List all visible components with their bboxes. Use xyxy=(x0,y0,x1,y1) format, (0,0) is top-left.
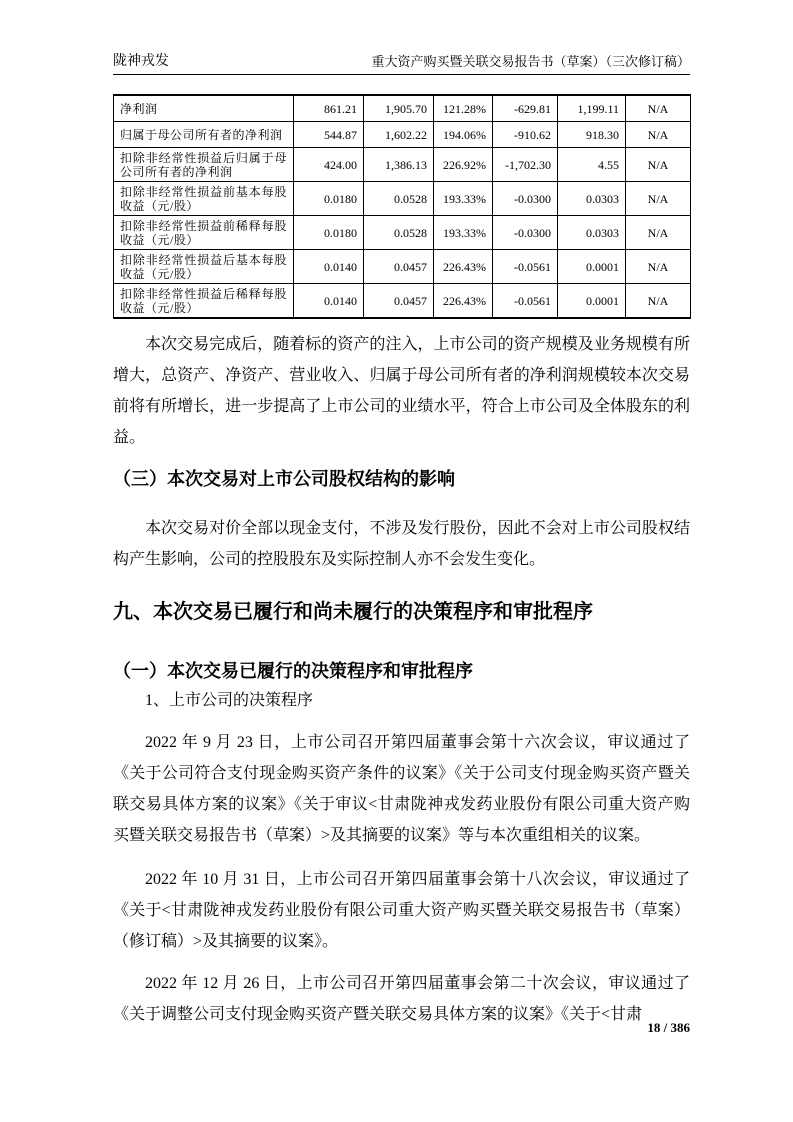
cell-value: 0.0140 xyxy=(294,250,364,284)
cell-value: 121.28% xyxy=(434,95,493,122)
cell-value: 0.0140 xyxy=(294,284,364,319)
cell-value: 0.0001 xyxy=(558,284,626,319)
paragraph-board-meeting-sep23: 2022 年 9 月 23 日，上市公司召开第四届董事会第十六次会议，审议通过了《关于公司符合支付现金购买资产条件的议案》《关于公司支付现金购买资产暨关联交易具体方案的议案》《关于审议<甘肃陇神戎发药业股份有限公司重大资产购买暨关联交易报告书（草案）>及其摘要的议案》等与本次重组相关的议案。 xyxy=(113,734,690,844)
row-label: 归属于母公司所有者的净利润 xyxy=(114,122,294,148)
cell-value: 0.0001 xyxy=(558,250,626,284)
table-row xyxy=(114,182,691,216)
cell-value: -0.0300 xyxy=(493,216,558,250)
cell-value: 193.33% xyxy=(434,216,493,250)
running-header xyxy=(113,53,690,75)
row-label: 扣除非经常性损益前稀释每股收益（元/股） xyxy=(114,216,294,250)
cell-value: -0.0300 xyxy=(493,182,558,216)
financial-metrics-table xyxy=(113,94,691,319)
cell-value: 1,905.70 xyxy=(364,95,434,122)
paragraph-board-meeting-dec26: 2022 年 12 月 26 日，上市公司召开第四届董事会第二十次会议，审议通过了《关于调整公司支付现金购买资产暨关联交易具体方案的议案》《关于<甘肃 xyxy=(113,975,690,1023)
paragraph-equity-structure: 本次交易对价全部以现金支付，不涉及发行股份，因此不会对上市公司股权结构产生影响，公司的控股股东及实际控制人亦不会发生变化。 xyxy=(113,520,690,568)
paragraph-board-meeting-oct31: 2022 年 10 月 31 日，上市公司召开第四届董事会第十八次会议，审议通过了《关于<甘肃陇神戎发药业股份有限公司重大资产购买暨关联交易报告书（草案）（修订稿）>及其摘要的议案》。 xyxy=(113,871,690,950)
paragraph-transaction-effect: 本次交易完成后，随着标的资产的注入，上市公司的资产规模及业务规模有所增大，总资产、净资产、营业收入、归属于母公司所有者的净利润规模较本次交易前将有所增长，进一步提高了上市公司的业绩水平，符合上市公司及全体股东的利益。 xyxy=(113,336,690,446)
list-item-decision-procedure: 1、上市公司的决策程序 xyxy=(145,692,314,709)
table-row xyxy=(114,284,691,319)
row-label: 扣除非经常性损益前基本每股收益（元/股） xyxy=(114,182,294,216)
cell-value: 918.30 xyxy=(558,122,626,148)
cell-value: N/A xyxy=(626,122,691,148)
cell-value: 1,199.11 xyxy=(558,95,626,122)
header-company-name: 陇神戎发 xyxy=(113,54,169,69)
table-row xyxy=(114,95,691,122)
row-label: 扣除非经常性损益后归属于母公司所有者的净利润 xyxy=(114,148,294,182)
cell-value: 226.92% xyxy=(434,148,493,182)
cell-value: 0.0303 xyxy=(558,216,626,250)
row-label: 净利润 xyxy=(114,95,294,122)
cell-value: N/A xyxy=(626,148,691,182)
cell-value: 4.55 xyxy=(558,148,626,182)
table-row xyxy=(114,216,691,250)
financial-table-body xyxy=(114,95,691,318)
page-content xyxy=(113,0,690,1030)
cell-value: N/A xyxy=(626,250,691,284)
cell-value: N/A xyxy=(626,216,691,250)
cell-value: 861.21 xyxy=(294,95,364,122)
cell-value: 226.43% xyxy=(434,284,493,319)
cell-value: 1,602.22 xyxy=(364,122,434,148)
cell-value: 1,386.13 xyxy=(364,148,434,182)
cell-value: -0.0561 xyxy=(493,284,558,319)
cell-value: 424.00 xyxy=(294,148,364,182)
cell-value: 544.87 xyxy=(294,122,364,148)
cell-value: 0.0457 xyxy=(364,284,434,319)
cell-value: 0.0528 xyxy=(364,182,434,216)
cell-value: N/A xyxy=(626,284,691,319)
table-row xyxy=(114,122,691,148)
heading-section-nine: 九、本次交易已履行和尚未履行的决策程序和审批程序 xyxy=(113,601,593,623)
header-document-title: 重大资产购买暨关联交易报告书（草案）（三次修订稿） xyxy=(371,54,690,69)
cell-value: N/A xyxy=(626,95,691,122)
table-row xyxy=(114,148,691,182)
cell-value: 193.33% xyxy=(434,182,493,216)
table-row xyxy=(114,250,691,284)
cell-value: 0.0457 xyxy=(364,250,434,284)
cell-value: -0.0561 xyxy=(493,250,558,284)
row-label: 扣除非经常性损益后基本每股收益（元/股） xyxy=(114,250,294,284)
cell-value: 194.06% xyxy=(434,122,493,148)
cell-value: -629.81 xyxy=(493,95,558,122)
heading-subsection-one: （一）本次交易已履行的决策程序和审批程序 xyxy=(113,661,473,681)
row-label: 扣除非经常性损益后稀释每股收益（元/股） xyxy=(114,284,294,319)
cell-value: -910.62 xyxy=(493,122,558,148)
page-number: 18 / 386 xyxy=(647,1020,690,1035)
cell-value: 0.0303 xyxy=(558,182,626,216)
cell-value: N/A xyxy=(626,182,691,216)
heading-equity-structure: （三）本次交易对上市公司股权结构的影响 xyxy=(113,469,455,489)
cell-value: 0.0528 xyxy=(364,216,434,250)
cell-value: -1,702.30 xyxy=(493,148,558,182)
cell-value: 226.43% xyxy=(434,250,493,284)
cell-value: 0.0180 xyxy=(294,182,364,216)
cell-value: 0.0180 xyxy=(294,216,364,250)
